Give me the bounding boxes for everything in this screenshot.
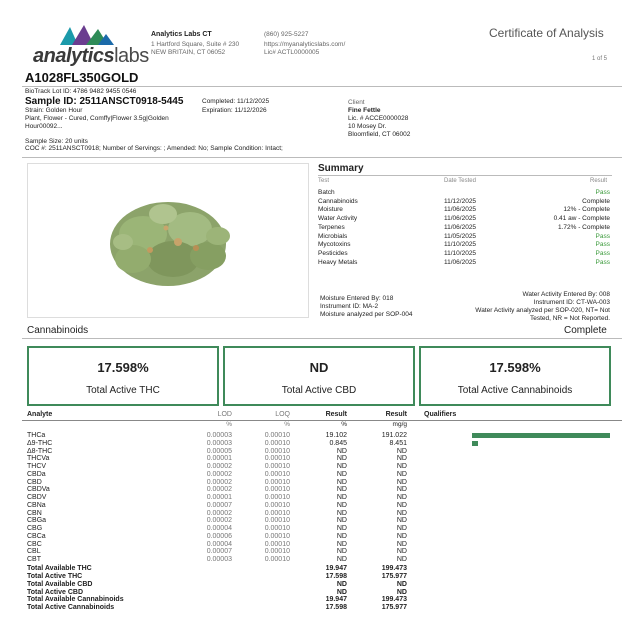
analyte-name: CBDV <box>27 494 47 501</box>
product-description: Plant, Flower - Cured, Comffy|Flower 3.5g|Golden <box>25 115 169 122</box>
analyte-loq: 0.00010 <box>264 463 290 470</box>
biotrack-lot-id: BioTrack Lot ID: 4786 9482 9455 0546 <box>25 88 137 95</box>
moisture-entered-by: Moisture Entered By: 018 <box>320 295 394 302</box>
analyte-result-pct: ND <box>336 509 347 517</box>
col-result-pct: Result <box>325 411 347 418</box>
analyte-result-mg: ND <box>396 509 407 517</box>
water-activity-note: Tested, NR = Not Reported. <box>529 315 610 322</box>
total-active-thc-value: 17.598% <box>97 360 149 375</box>
summary-test: Terpenes <box>318 223 345 231</box>
analyte-lod: 0.00002 <box>206 517 232 525</box>
total-result-pct: ND <box>336 580 347 588</box>
total-result-pct: 17.598 <box>325 573 347 580</box>
page-number: 1 of 5 <box>592 56 608 62</box>
summary-result: 0.41 aw - Complete <box>553 215 610 223</box>
analyte-result-mg: 191.022 <box>381 432 407 439</box>
analyte-result-pct: 0.845 <box>329 439 347 447</box>
total-result-mg: 199.473 <box>381 565 407 573</box>
summary-test: Microbials <box>318 232 348 240</box>
analyte-result-mg: ND <box>396 540 407 548</box>
col-loq: LOQ <box>275 411 290 418</box>
analyte-loq: 0.00010 <box>264 470 290 478</box>
total-active-thc-label: Total Active THC <box>86 385 160 396</box>
summary-date: 11/06/2025 <box>444 223 477 231</box>
total-result-mg: 175.977 <box>381 573 407 580</box>
sample-size: Sample Size: 20 units <box>25 138 88 145</box>
col-qualifiers: Qualifiers <box>424 411 457 418</box>
water-activity-instrument: Instrument ID: CT-WA-003 <box>533 299 610 306</box>
analyte-result-mg: ND <box>396 556 407 563</box>
summary-result: Pass <box>595 249 610 257</box>
analyte-name: CBG <box>27 525 43 532</box>
total-result-pct: 19.947 <box>325 565 347 573</box>
analyte-name: CBNa <box>27 501 46 509</box>
completed-date: Completed: 11/12/2025 <box>202 98 270 105</box>
analyte-loq: 0.00010 <box>264 556 290 563</box>
analyte-name: THCV <box>27 463 47 470</box>
divider <box>22 157 622 158</box>
analyte-result-mg: ND <box>396 455 407 463</box>
lab-address-1: 1 Hartford Square, Suite # 230 <box>151 41 240 48</box>
analyte-result-pct: ND <box>336 525 347 532</box>
total-name: Total Available CBD <box>27 580 93 588</box>
total-name: Total Active CBD <box>27 588 84 596</box>
analyte-loq: 0.00010 <box>264 517 290 525</box>
analyte-name: CBT <box>27 556 41 563</box>
analyte-loq: 0.00010 <box>264 540 290 548</box>
summary-result: Pass <box>595 258 610 266</box>
total-result-pct: 17.598 <box>325 604 347 611</box>
summary-result: 1.72% - Complete <box>557 223 610 231</box>
analyte-result-mg: ND <box>396 525 407 532</box>
summary-result: Complete <box>582 197 610 205</box>
total-result-mg: 175.977 <box>381 604 407 611</box>
client-label: Client <box>348 99 365 106</box>
total-active-thc-box <box>27 346 219 406</box>
analyte-result-pct: ND <box>336 463 347 470</box>
total-result-pct: ND <box>336 588 347 596</box>
total-name: Total Active Cannabinoids <box>27 604 115 611</box>
summary-head-date: Date Tested <box>444 178 476 184</box>
analyte-result-mg: ND <box>396 463 407 470</box>
analyte-name: THCa <box>27 432 46 439</box>
total-name: Total Available THC <box>27 565 92 573</box>
summary-date: 11/12/2025 <box>444 197 477 205</box>
analyte-result-pct: ND <box>336 478 347 486</box>
analyte-name: CBCa <box>27 532 46 540</box>
analyte-result-pct: ND <box>336 517 347 525</box>
analyte-result-mg: ND <box>396 470 407 478</box>
analyte-lod: 0.00006 <box>206 532 232 540</box>
moisture-instrument: Instrument ID: MA-2 <box>320 303 379 310</box>
cannabinoids-title: Cannabinoids <box>27 325 89 336</box>
analyte-result-pct: ND <box>336 540 347 548</box>
analyte-result-pct: ND <box>336 486 347 494</box>
total-name: Total Active THC <box>27 573 83 580</box>
analyte-loq: 0.00010 <box>264 501 290 509</box>
client-address-2: Bloomfield, CT 06002 <box>348 131 411 138</box>
analyte-result-pct: ND <box>336 494 347 501</box>
analyte-result-pct: ND <box>336 455 347 463</box>
analyte-lod: 0.00002 <box>206 478 232 486</box>
summary-test: Heavy Metals <box>318 258 358 266</box>
total-result-mg: ND <box>396 580 407 588</box>
col-result-mg: Result <box>385 411 407 418</box>
analyte-result-mg: ND <box>396 486 407 494</box>
analyte-lod: 0.00004 <box>206 540 232 548</box>
analyte-lod: 0.00004 <box>206 525 232 532</box>
total-active-cannabinoids-value: 17.598% <box>489 360 541 375</box>
chain-of-custody: COC #: 2511ANSCT0918; Number of Servings: ; Amended: No; Sample Condition: Intact; <box>25 145 283 152</box>
product-description-cont: Hour00092... <box>25 123 63 130</box>
analyte-lod: 0.00005 <box>206 447 232 455</box>
summary-test: Batch <box>318 189 335 196</box>
unit-mg: mg/g <box>392 421 407 428</box>
total-result-mg: 199.473 <box>381 596 407 604</box>
analyte-result-mg: 8.451 <box>389 439 407 447</box>
cannabinoids-status: Complete <box>564 325 607 336</box>
analyte-loq: 0.00010 <box>264 432 290 439</box>
analyte-loq: 0.00010 <box>264 455 290 463</box>
summary-test: Moisture <box>318 206 343 214</box>
analyte-result-mg: ND <box>396 532 407 540</box>
analytics-labs-logo-icon <box>58 24 118 46</box>
summary-result: 12% - Complete <box>563 206 610 214</box>
sample-photo <box>27 163 309 318</box>
total-result-mg: ND <box>396 588 407 596</box>
water-activity-entered-by: Water Activity Entered By: 008 <box>522 291 610 298</box>
total-active-cannabinoids-box <box>419 346 611 406</box>
analyte-result-pct: 19.102 <box>325 432 347 439</box>
unit-lod: % <box>226 421 232 428</box>
cannabis-flower-image <box>28 164 310 319</box>
total-name: Total Available Cannabinoids <box>27 596 124 604</box>
moisture-sop: Moisture analyzed per SOP-004 <box>320 311 413 318</box>
summary-test: Pesticides <box>318 249 348 257</box>
summary-result: Pass <box>595 232 610 240</box>
summary-date: 11/06/2025 <box>444 258 477 266</box>
analyte-loq: 0.00010 <box>264 439 290 447</box>
analyte-loq: 0.00010 <box>264 548 290 556</box>
summary-result: Pass <box>595 241 610 249</box>
analyte-lod: 0.00002 <box>206 509 232 517</box>
analyte-result-mg: ND <box>396 501 407 509</box>
analyte-name: Δ9-THC <box>27 439 53 447</box>
total-result-pct: 19.947 <box>325 596 347 604</box>
analyte-lod: 0.00002 <box>206 486 232 494</box>
analyte-lod: 0.00001 <box>206 455 232 463</box>
summary-test: Mycotoxins <box>318 241 351 249</box>
total-active-cbd-value: ND <box>309 360 329 375</box>
analyte-lod: 0.00002 <box>206 470 232 478</box>
analyte-name: CBD <box>27 478 42 486</box>
summary-test: Water Activity <box>318 215 358 223</box>
lab-phone: (860) 925-5227 <box>264 31 309 38</box>
total-active-cannabinoids-label: Total Active Cannabinoids <box>457 385 573 396</box>
total-active-cbd-label: Total Active CBD <box>281 385 357 396</box>
analyte-name: CBGa <box>27 517 47 525</box>
qualifier-bar <box>472 433 610 438</box>
analyte-name: CBN <box>27 509 42 517</box>
summary-result: Pass <box>595 189 610 196</box>
lab-address-2: NEW BRITAIN, CT 06052 <box>151 49 226 56</box>
client-name: Fine Fettle <box>348 107 381 114</box>
summary-head-test: Test <box>318 178 330 184</box>
water-activity-sop: Water Activity analyzed per SOP-020, NT= Not <box>475 307 610 314</box>
analyte-result-pct: ND <box>336 532 347 540</box>
analyte-lod: 0.00003 <box>206 556 232 563</box>
analyte-lod: 0.00003 <box>206 439 232 447</box>
analyte-loq: 0.00010 <box>264 532 290 540</box>
analyte-result-pct: ND <box>336 470 347 478</box>
col-analyte: Analyte <box>27 411 53 418</box>
client-address-1: 10 Mosey Dr. <box>348 123 387 130</box>
analyte-name: CBDa <box>27 470 46 478</box>
analyte-result-pct: ND <box>336 548 347 556</box>
analyte-loq: 0.00010 <box>264 494 290 501</box>
summary-date: 11/10/2025 <box>444 241 477 249</box>
analyte-name: THCVa <box>27 455 50 463</box>
analyte-lod: 0.00007 <box>206 548 232 556</box>
analyte-loq: 0.00010 <box>264 447 290 455</box>
analyte-loq: 0.00010 <box>264 486 290 494</box>
analyte-result-pct: ND <box>336 447 347 455</box>
summary-test: Cannabinoids <box>318 197 358 205</box>
qualifier-bar <box>472 441 478 446</box>
analyte-result-mg: ND <box>396 447 407 455</box>
analyte-loq: 0.00010 <box>264 525 290 532</box>
summary-title: Summary <box>318 163 364 174</box>
strain: Strain: Golden Hour <box>25 107 83 114</box>
divider <box>22 86 622 87</box>
lab-license: Lic# ACTL0000005 <box>264 49 320 56</box>
divider <box>318 175 612 176</box>
summary-date: 11/05/2025 <box>444 232 477 240</box>
analyte-lod: 0.00007 <box>206 501 232 509</box>
analyte-result-pct: ND <box>336 501 347 509</box>
unit-pct: % <box>341 421 347 428</box>
expiration-date: Expiration: 11/12/2026 <box>202 107 267 114</box>
summary-date: 11/10/2025 <box>444 249 477 257</box>
summary-date: 11/06/2025 <box>444 206 477 214</box>
analyte-loq: 0.00010 <box>264 509 290 517</box>
analyte-result-mg: ND <box>396 478 407 486</box>
divider <box>22 338 622 339</box>
client-license: Lic. # ACCE0000028 <box>348 115 409 122</box>
lab-name: Analytics Labs CT <box>151 31 212 38</box>
col-lod: LOD <box>217 411 232 418</box>
analyte-lod: 0.00003 <box>206 432 232 439</box>
analyte-name: CBL <box>27 548 41 556</box>
total-active-cbd-box <box>223 346 415 406</box>
unit-loq: % <box>284 421 290 428</box>
document-title: Certificate of Analysis <box>489 26 604 40</box>
summary-head-result: Result <box>590 178 608 184</box>
analyte-result-mg: ND <box>396 494 407 501</box>
analyte-lod: 0.00002 <box>206 463 232 470</box>
analyte-loq: 0.00010 <box>264 478 290 486</box>
lab-website-link[interactable]: https://myanalyticslabs.com/ <box>264 41 346 48</box>
analyte-result-mg: ND <box>396 517 407 525</box>
analyte-result-mg: ND <box>396 548 407 556</box>
analyte-name: CBDVa <box>27 486 50 494</box>
logo-wordmark: analyticslabs <box>33 45 149 67</box>
analyte-result-pct: ND <box>336 556 347 563</box>
analyte-lod: 0.00001 <box>206 494 232 501</box>
analyte-name: CBC <box>27 540 42 548</box>
analyte-name: Δ8-THC <box>27 447 53 455</box>
sample-id: Sample ID: 2511ANSCT0918-5445 <box>25 96 184 107</box>
product-code: A1028FL350GOLD <box>25 70 139 85</box>
summary-date: 11/06/2025 <box>444 215 477 223</box>
